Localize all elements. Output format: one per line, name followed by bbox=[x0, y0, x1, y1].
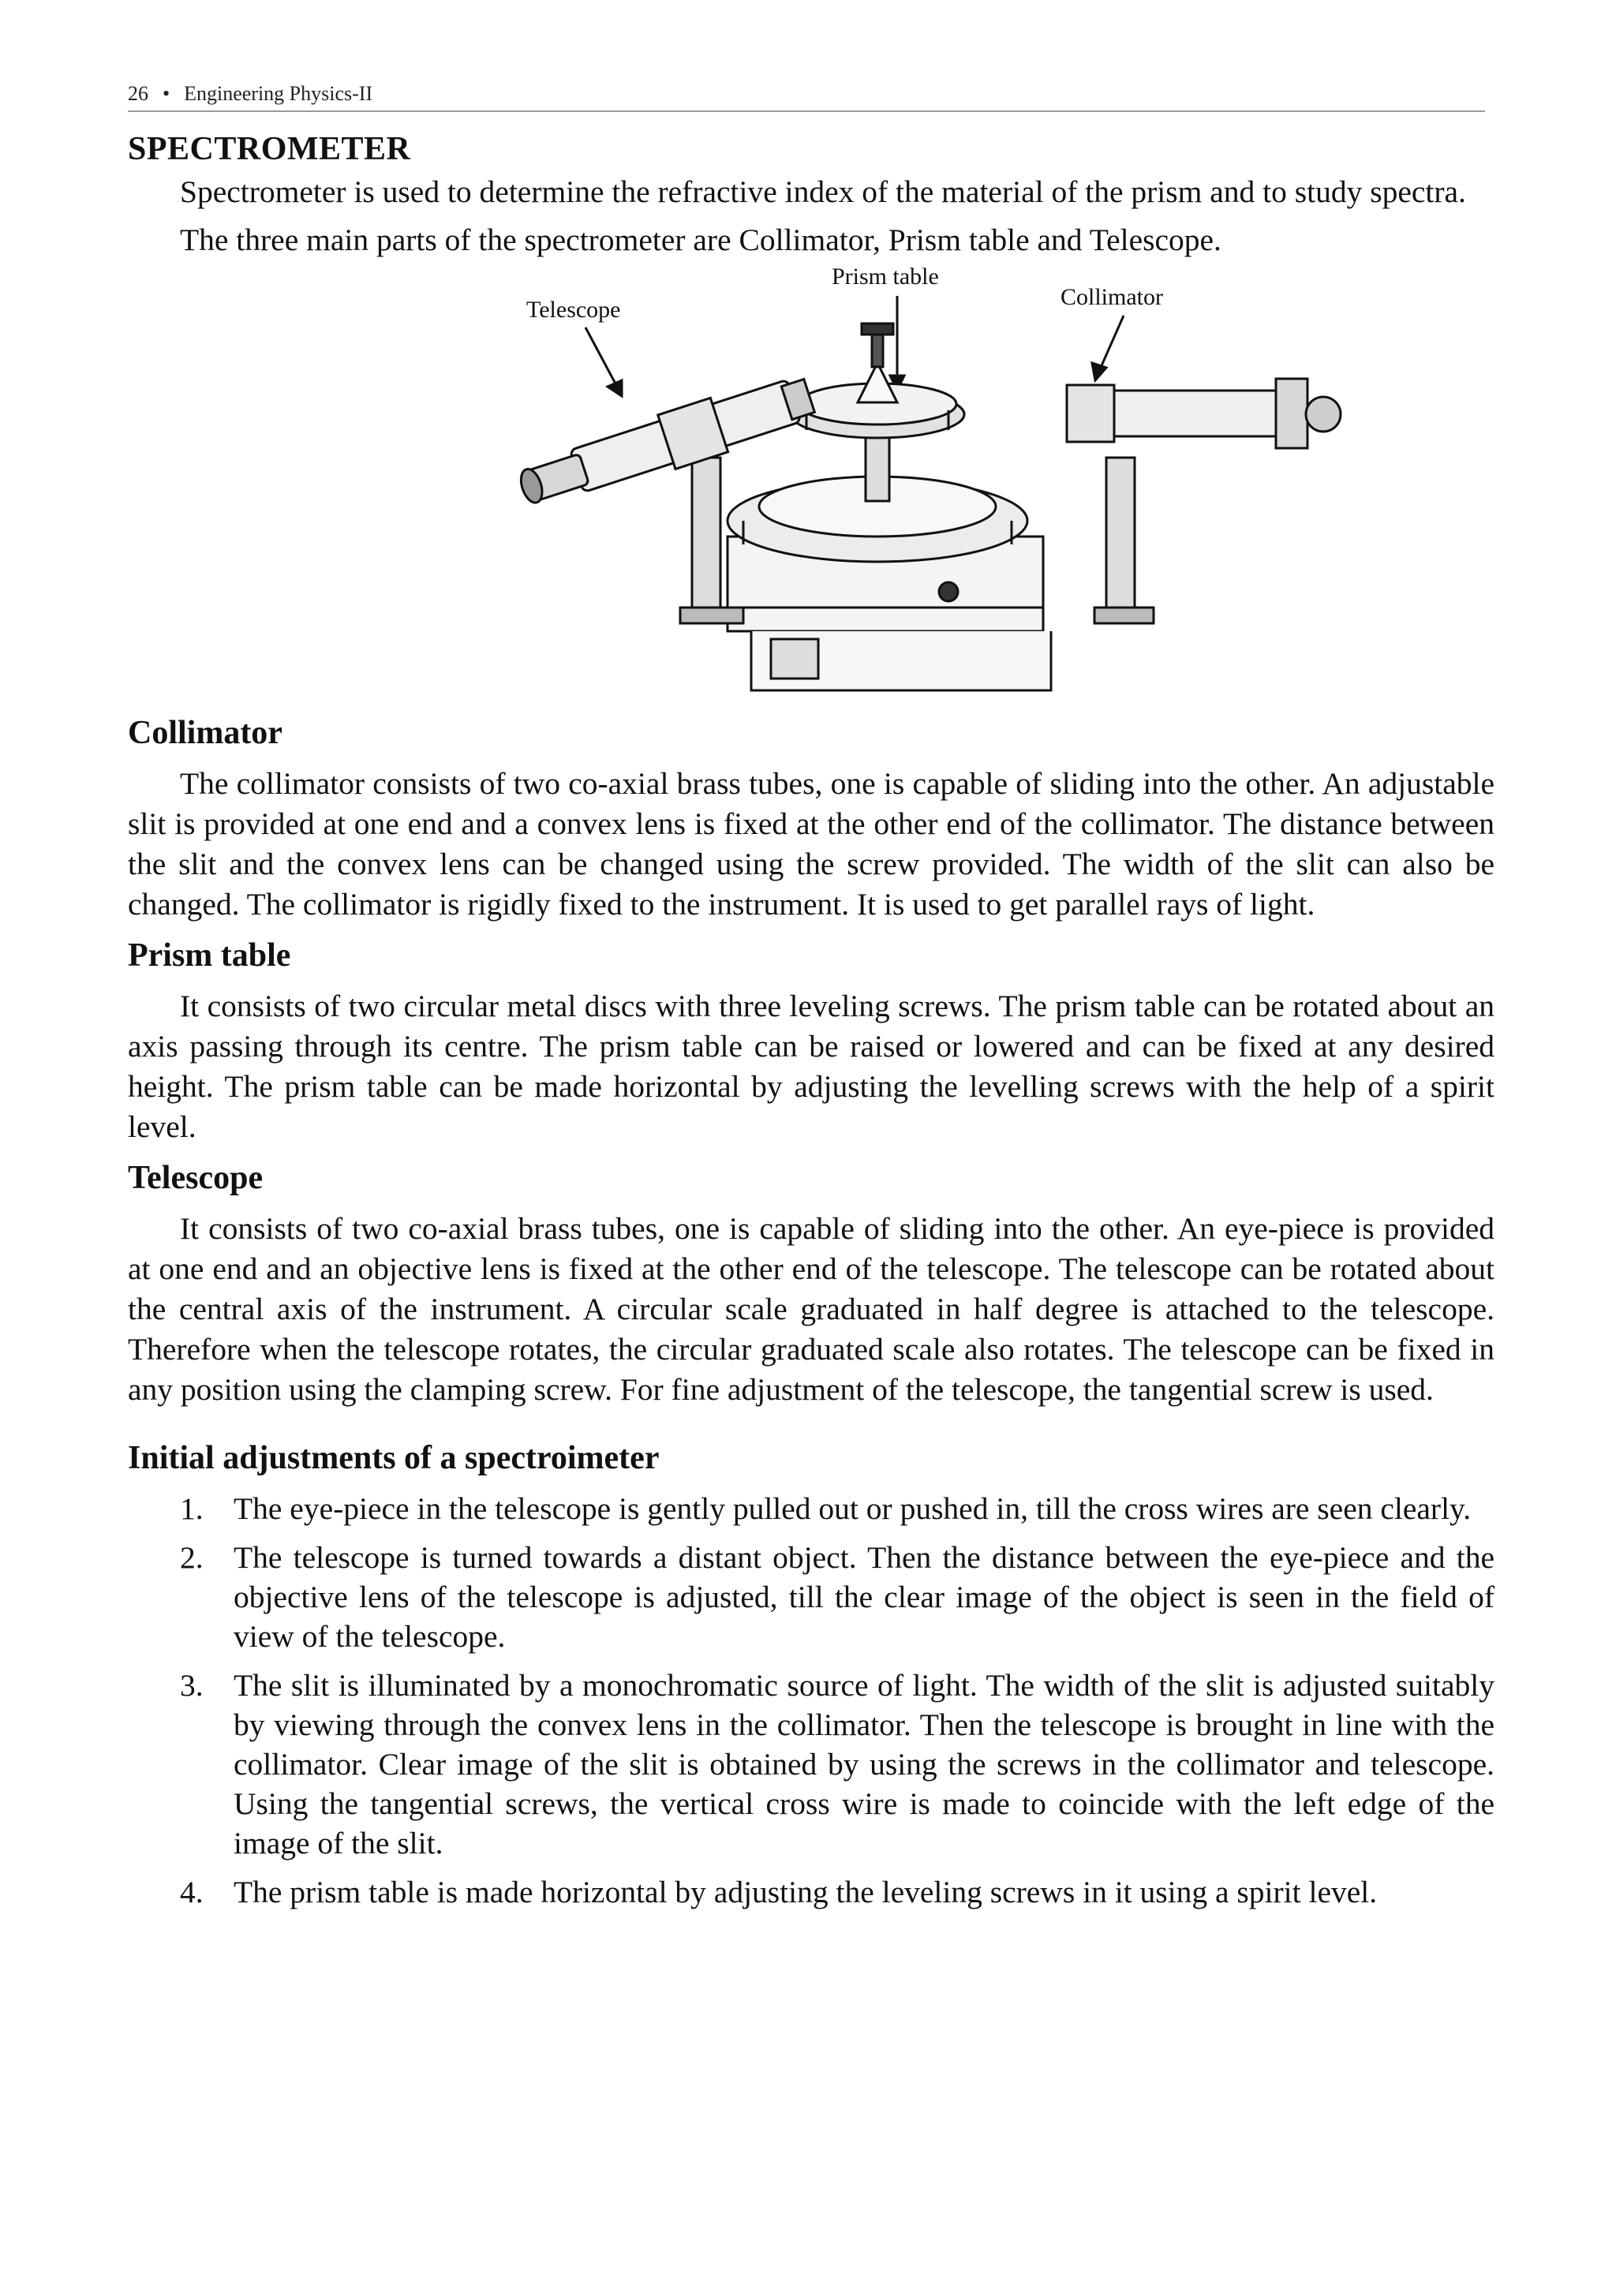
page-number: 26 bbox=[128, 82, 148, 105]
collimator-arrow bbox=[1100, 316, 1124, 369]
prism-table-paragraph: It consists of two circular metal discs with three leveling screws. The prism table can be rotated about an axis passing through its centre. The prism table can be raised or lowered and can be fixed at any desired height. The prism table can be made horizontal by adjusting the levelling screws with the help of a spirit level. bbox=[128, 989, 1494, 1144]
adjustments-heading: Initial adjustments of a spectroimeter bbox=[128, 1440, 660, 1476]
telescope-arrowhead bbox=[608, 380, 622, 396]
telescope-arrow bbox=[585, 327, 617, 387]
prism-table-label: Prism table bbox=[832, 264, 939, 290]
base-clamp bbox=[771, 639, 818, 679]
slit-screw bbox=[1306, 397, 1341, 432]
list-item-text: The telescope is turned towards a distant object. Then the distance between the eye-piece and the objective lens of the telescope is adjusted, till the clear image of the object is seen in the field of view of the telescope. bbox=[234, 1540, 1494, 1654]
intro-paragraph-2: The three main parts of the spectrometer are Collimator, Prism table and Telescope. bbox=[180, 222, 1221, 257]
spectrometer-figure bbox=[128, 260, 1494, 710]
collimator-arrowhead bbox=[1092, 363, 1106, 380]
spectrometer-illustration bbox=[128, 260, 1494, 710]
intro-paragraph-1: Spectrometer is used to determine the refractive index of the material of the prism and to study spectra. bbox=[180, 174, 1466, 209]
prism-table-heading: Prism table bbox=[128, 937, 291, 974]
list-item-number: 2. bbox=[180, 1540, 204, 1575]
list-item-text: The prism table is made horizontal by adjusting the leveling screws in it using a spirit level. bbox=[234, 1875, 1378, 1909]
list-item-text: The eye-piece in the telescope is gently pulled out or pushed in, till the cross wires are seen clearly. bbox=[234, 1491, 1472, 1526]
list-item-number: 4. bbox=[180, 1875, 204, 1909]
page-content bbox=[128, 126, 1494, 1921]
instrument-drawing bbox=[514, 323, 1341, 690]
header-separator: • bbox=[163, 82, 170, 105]
collimator-label: Collimator bbox=[1060, 284, 1163, 310]
list-item bbox=[128, 1489, 1494, 1528]
telescope-support bbox=[692, 458, 720, 608]
telescope-label: Telescope bbox=[526, 297, 621, 323]
list-item-text: The slit is illuminated by a monochromatic source of light. The width of the slit is adjusted suitably by viewing through the convex lens in the collimator. Then the telescope is brought in line with the collimator. Clear image of the slit is obtained by using the screws in the collimator and telescope. Using the tangential screws, the vertical cross wire is made to coincide with the left edge of the image of the slit. bbox=[234, 1668, 1494, 1860]
list-item bbox=[128, 1666, 1494, 1863]
list-item-number: 1. bbox=[180, 1491, 204, 1526]
slit-housing bbox=[1276, 379, 1307, 448]
telescope-heading: Telescope bbox=[128, 1160, 264, 1196]
collimator-paragraph: The collimator consists of two co-axial brass tubes, one is capable of sliding into the other. An adjustable slit is provided at one end and a convex lens is fixed at the other end of the collimator. The distance between the slit and the convex lens can be changed using the screw provided. The width of the slit can also be changed. The collimator is rigidly fixed to the instrument. It is used to get parallel rays of light. bbox=[128, 766, 1494, 922]
list-item bbox=[128, 1538, 1494, 1656]
section-title: SPECTROMETER bbox=[128, 131, 411, 167]
prism-clamp-rod bbox=[872, 331, 883, 367]
prism-clamp-knob bbox=[862, 323, 893, 335]
telescope-paragraph: It consists of two co-axial brass tubes, one is capable of sliding into the other. An eye-piece is provided at one end and an objective lens is fixed at the other end of the telescope. The telescope can be rotated about the central axis of the instrument. A circular scale graduated in half degree is attached to the telescope. Therefore when the telescope rotates, the circular graduated scale also rotates. The telescope can be fixed in any position using the clamping screw. For fine adjustment of the telescope, the tangential screw is used. bbox=[128, 1211, 1494, 1407]
collimator-heading: Collimator bbox=[128, 715, 282, 751]
running-header bbox=[128, 79, 1485, 112]
list-item-number: 3. bbox=[180, 1668, 204, 1703]
collimator-support bbox=[1106, 458, 1135, 608]
list-item bbox=[128, 1872, 1494, 1912]
clamping-screw bbox=[939, 582, 958, 601]
adjustments-list bbox=[128, 1489, 1494, 1912]
label-arrows bbox=[585, 296, 1124, 396]
book-title: Engineering Physics-II bbox=[184, 82, 373, 105]
collimator-tube bbox=[1067, 379, 1341, 448]
